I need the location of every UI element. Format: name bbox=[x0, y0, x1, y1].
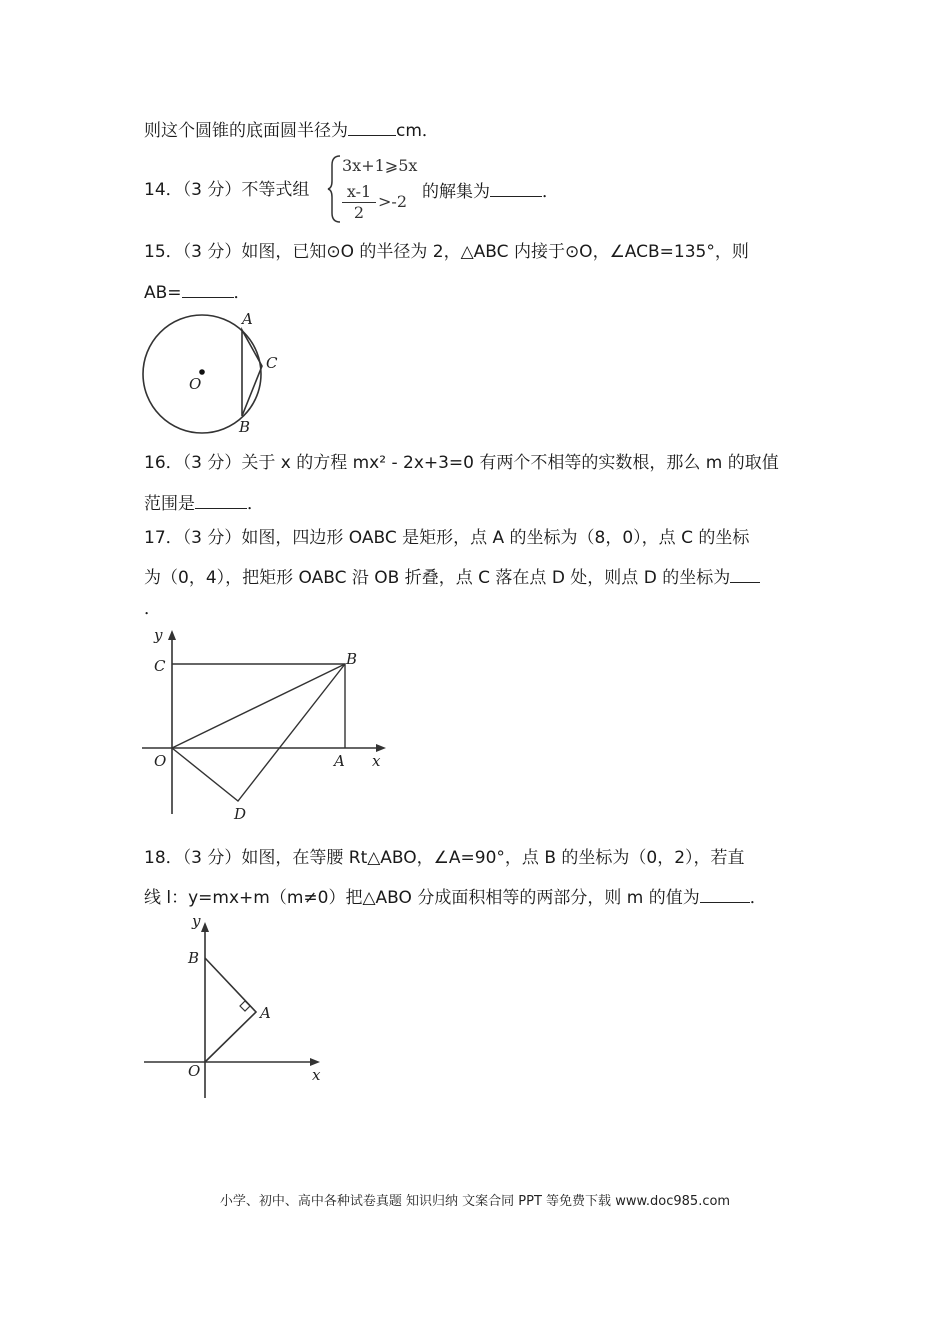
q14-prefix: 14．（3 分）不等式组 bbox=[144, 180, 310, 200]
q18-end: ． bbox=[749, 888, 767, 908]
y-axis-arrow-icon bbox=[201, 922, 209, 932]
x-axis-arrow-icon bbox=[376, 744, 386, 752]
label-a: A bbox=[334, 752, 345, 770]
label-b: B bbox=[239, 418, 251, 436]
q15-circle-figure bbox=[138, 308, 288, 438]
q17-line-1: 17．（3 分）如图，四边形 OABC 是矩形，点 A 的坐标为（8，0），点 C 的坐标 bbox=[144, 528, 750, 548]
q18-text: 线 l：y=mx+m（m≠0）把△ABO 分成面积相等的两部分，则 m 的值为 bbox=[144, 888, 700, 908]
q17-line-2 bbox=[144, 564, 760, 590]
q15-end: ． bbox=[233, 283, 251, 303]
q14-fraction-denominator: 2 bbox=[353, 203, 365, 222]
label-c: C bbox=[154, 657, 166, 675]
q18-line-2 bbox=[144, 884, 767, 910]
label-y: y bbox=[192, 912, 201, 930]
answer-blank bbox=[182, 279, 234, 298]
page-footer: 小学、初中、高中各种试卷真题 知识归纳 文案合同 PPT 等免费下载 www.doc985.com bbox=[219, 1194, 731, 1209]
label-c: C bbox=[266, 354, 278, 372]
y-axis-arrow-icon bbox=[168, 630, 176, 640]
q13-line bbox=[144, 117, 439, 143]
q18-line-1: 18．（3 分）如图，在等腰 Rt△ABO，∠A=90°，点 B 的坐标为（0，2），若直 bbox=[144, 848, 745, 868]
label-x: x bbox=[312, 1066, 321, 1084]
q14-fraction bbox=[342, 183, 376, 222]
q17-rectangle-fold-figure bbox=[140, 624, 400, 824]
q17-line-3: ． bbox=[144, 599, 161, 619]
q16-line-2 bbox=[144, 490, 264, 516]
center-point bbox=[199, 369, 205, 375]
label-d: D bbox=[234, 805, 247, 823]
x-axis-arrow-icon bbox=[310, 1058, 320, 1066]
label-x: x bbox=[372, 752, 381, 770]
label-b: B bbox=[188, 949, 200, 967]
q15-line-1: 15．（3 分）如图，已知⊙O 的半径为 2，△ABC 内接于⊙O，∠ACB=135°，则 bbox=[144, 242, 749, 262]
answer-blank bbox=[490, 178, 542, 197]
label-o: O bbox=[188, 1062, 201, 1080]
q13-suffix: cm． bbox=[396, 121, 439, 141]
q14-suffix: 的解集为 bbox=[422, 182, 490, 202]
right-angle-mark-icon bbox=[240, 1001, 250, 1011]
answer-blank bbox=[195, 490, 247, 509]
answer-blank bbox=[348, 117, 396, 136]
answer-blank bbox=[700, 884, 750, 903]
q16-line-1: 16．（3 分）关于 x 的方程 mx² ‐ 2x+3=0 有两个不相等的实数根，那么 m 的取值 bbox=[144, 453, 779, 473]
q16-end: ． bbox=[247, 494, 264, 514]
q13-text: 则这个圆锥的底面圆半径为 bbox=[144, 121, 348, 141]
q15-line-2 bbox=[144, 279, 251, 305]
q18-triangle-figure bbox=[140, 912, 340, 1102]
answer-blank bbox=[730, 564, 760, 583]
q14-suffix-line bbox=[422, 178, 559, 204]
label-o: O bbox=[189, 375, 202, 393]
label-b: B bbox=[346, 650, 358, 668]
q15-prefix: AB= bbox=[144, 283, 182, 303]
folded-triangle-obd bbox=[172, 664, 345, 801]
label-a: A bbox=[242, 310, 253, 328]
q16-prefix: 范围是 bbox=[144, 494, 195, 514]
q14-fraction-numerator: x-1 bbox=[346, 182, 372, 201]
q14-end: ． bbox=[542, 182, 559, 202]
label-y: y bbox=[154, 626, 163, 644]
label-a: A bbox=[260, 1004, 271, 1022]
triangle-abo bbox=[205, 958, 256, 1062]
diagonal-ob bbox=[172, 664, 345, 748]
label-o: O bbox=[154, 752, 167, 770]
q14-inequality-1: 3x+1⩾5x bbox=[342, 156, 418, 175]
q17-text: 为（0，4），把矩形 OABC 沿 OB 折叠，点 C 落在点 D 处，则点 D 的坐标为 bbox=[144, 568, 731, 588]
q14-inequality-2-relation: >-2 bbox=[378, 192, 407, 211]
